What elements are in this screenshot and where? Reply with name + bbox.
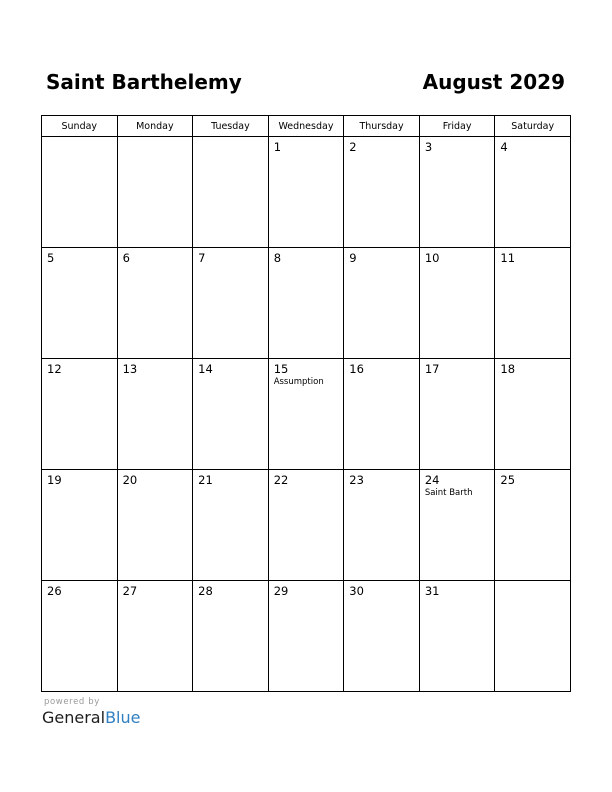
- calendar-day-cell: [268, 359, 344, 470]
- calendar-day-cell: [495, 581, 571, 692]
- calendar-day-cell: [42, 581, 118, 692]
- calendar-day-cell: [344, 470, 420, 581]
- day-number: 31: [424, 584, 440, 598]
- logo-text-general: General: [42, 708, 106, 727]
- calendar-country-title: Saint Barthelemy: [46, 70, 242, 94]
- day-number: 28: [198, 584, 213, 598]
- day-number: 2: [349, 140, 357, 154]
- day-number: 1: [273, 140, 282, 154]
- day-number: 17: [424, 362, 440, 376]
- day-number: 9: [349, 251, 357, 265]
- calendar-month-title: August 2029: [422, 70, 565, 94]
- calendar-day-cell: [268, 470, 344, 581]
- day-number: 15: [273, 362, 289, 376]
- calendar-week-row: [42, 581, 571, 692]
- day-number: 6: [122, 251, 130, 265]
- holiday-label: Saint Barth: [424, 487, 473, 498]
- calendar-day-cell: [419, 470, 495, 581]
- calendar-body: [42, 137, 571, 692]
- day-number: 29: [273, 584, 289, 598]
- calendar-day-cell: [193, 470, 269, 581]
- day-number: 16: [349, 362, 364, 376]
- day-number: 14: [198, 362, 213, 376]
- day-number: 23: [349, 473, 364, 487]
- calendar-day-cell: [495, 359, 571, 470]
- day-number: 10: [424, 251, 440, 265]
- day-number: 3: [424, 140, 433, 154]
- calendar-day-cell: [42, 359, 118, 470]
- day-number: 26: [47, 584, 62, 598]
- generalblue-logo: [42, 708, 140, 727]
- weekday-header-friday: Friday: [419, 116, 495, 137]
- weekday-header-wednesday: Wednesday: [268, 116, 344, 137]
- calendar-day-cell: [193, 581, 269, 692]
- calendar-day-cell: [42, 137, 118, 248]
- calendar-week-row: [42, 359, 571, 470]
- calendar-day-cell: [495, 248, 571, 359]
- calendar-day-cell: [268, 248, 344, 359]
- calendar-day-cell: [42, 470, 118, 581]
- calendar-day-cell: [344, 137, 420, 248]
- calendar-day-cell: [344, 248, 420, 359]
- calendar-day-cell: [117, 470, 193, 581]
- calendar-day-cell: [193, 359, 269, 470]
- calendar-day-cell: [193, 248, 269, 359]
- calendar-day-cell: [495, 470, 571, 581]
- weekday-header-row: [42, 116, 571, 137]
- calendar-day-cell: [117, 581, 193, 692]
- day-number: 11: [500, 251, 516, 265]
- weekday-header-saturday: Saturday: [495, 116, 571, 137]
- day-number: 22: [273, 473, 289, 487]
- day-number: 5: [47, 251, 55, 265]
- holiday-label: Assumption: [273, 376, 324, 387]
- calendar-day-cell: [193, 137, 269, 248]
- calendar-day-cell: [419, 581, 495, 692]
- day-number: [495, 581, 570, 585]
- day-number: [42, 137, 117, 141]
- calendar-day-cell: [117, 359, 193, 470]
- calendar-day-cell: [419, 359, 495, 470]
- calendar-day-cell: [117, 248, 193, 359]
- calendar-week-row: [42, 470, 571, 581]
- day-number: [118, 137, 193, 141]
- day-number: 30: [349, 584, 364, 598]
- weekday-header-thursday: Thursday: [344, 116, 420, 137]
- calendar-day-cell: [42, 248, 118, 359]
- calendar-week-row: [42, 137, 571, 248]
- day-number: [193, 137, 268, 141]
- weekday-header-sunday: Sunday: [42, 116, 118, 137]
- calendar-day-cell: [117, 137, 193, 248]
- day-number: 21: [198, 473, 213, 487]
- day-number: 13: [122, 362, 138, 376]
- day-number: 7: [198, 251, 206, 265]
- day-number: 4: [500, 140, 508, 154]
- calendar-day-cell: [268, 137, 344, 248]
- calendar-day-cell: [268, 581, 344, 692]
- weekday-header-monday: Monday: [117, 116, 193, 137]
- day-number: 8: [273, 251, 282, 265]
- day-number: 24: [424, 473, 440, 487]
- calendar-day-cell: [419, 137, 495, 248]
- powered-by-label: powered by: [44, 697, 100, 707]
- day-number: 20: [122, 473, 138, 487]
- calendar-day-cell: [419, 248, 495, 359]
- calendar-day-cell: [344, 581, 420, 692]
- calendar-grid: [41, 115, 571, 692]
- day-number: 12: [47, 362, 62, 376]
- logo-text-blue: Blue: [105, 708, 141, 727]
- weekday-header-tuesday: Tuesday: [193, 116, 269, 137]
- calendar-day-cell: [495, 137, 571, 248]
- calendar-week-row: [42, 248, 571, 359]
- day-number: 27: [122, 584, 138, 598]
- day-number: 19: [47, 473, 62, 487]
- day-number: 18: [500, 362, 516, 376]
- calendar-day-cell: [344, 359, 420, 470]
- day-number: 25: [500, 473, 516, 487]
